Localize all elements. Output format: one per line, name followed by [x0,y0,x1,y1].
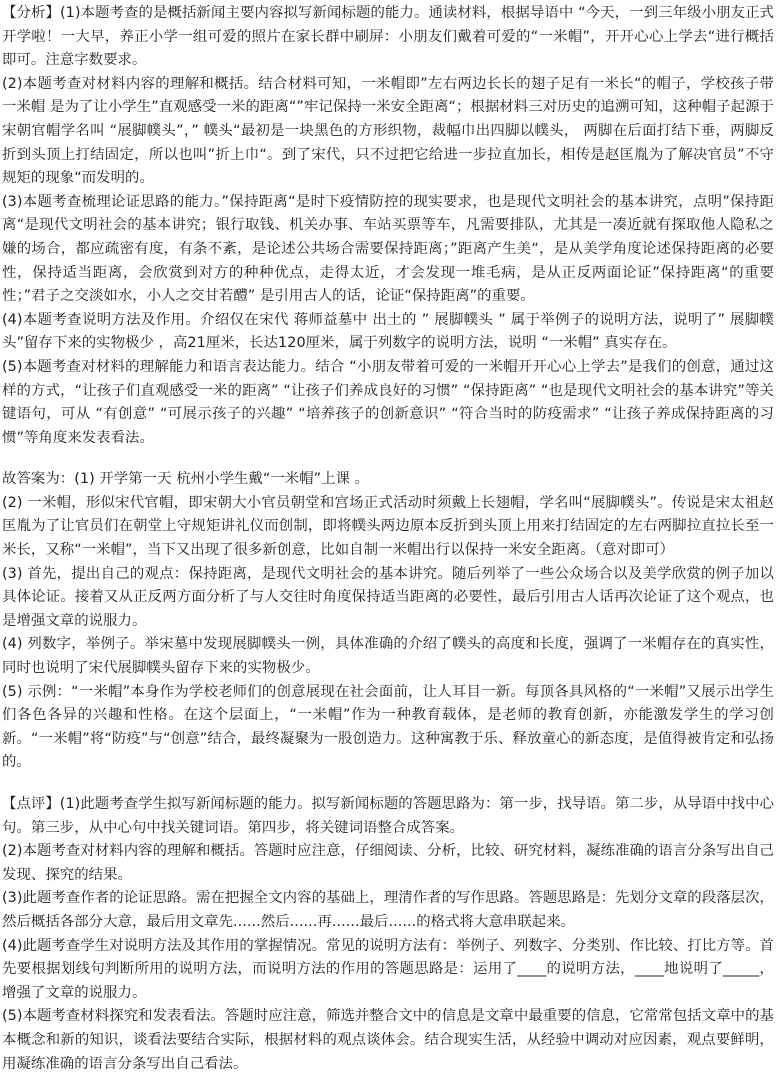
comment-paragraph-3: (3)此题考查作者的论证思路。需在把握全文内容的基础上，理清作者的写作思路。答题思路是：先划分文章的段落层次，然后概括各部分大意，最后用文章先......然后......再......最后......的格式将大意串联起来。 [2,890,774,930]
comment-paragraph-1: 【点评】(1)此题考查学生拟写新闻标题的能力。拟写新闻标题的答题思路为：第一步，找导语。第二步，从导语中找中心句。第三步，从中心句中找关键词语。第四步，将关键词语整合成答案。 [2,796,774,836]
answer-paragraph-5: (5) 示例：“一米帽”本身作为学校老师们的创意展现在社会面前，让人耳目一新。每顶各具风格的“一米帽”又展示出学生们各色各异的兴趣和性格。在这个层面上，“一米帽”作为一种教育载体，是老师的教育创新，亦能激发学生的学习创新。“一米帽”将“防疫”与“创意”结合，最终凝聚为一股创造力。这种寓教于乐、释放童心的新态度，是值得被肯定和弘扬的。 [2,683,774,771]
analysis-paragraph-4: (4)本题考查说明方法及作用。介绍仅在宋代 蒋师益墓中 出土的 ” 展脚幞头 ” 属于举例子的说明方法，说明了” 展脚幞头”留存下来的实物极少 ，高21厘米，长达120厘米，属于列数字的说明方法，说明 “一米帽” 真实存在。 [2,311,774,352]
answer-paragraph-4: (4) 列数字，举例子。举宋墓中发现展脚幞头一例，具体准确的介绍了幞头的高度和长度，强调了一米帽存在的真实性，同时也说明了宋代展脚幞头留存下来的实物极少。 [2,636,774,677]
answer-paragraph-3: (3) 首先，提出自己的观点：保持距离，是现代文明社会的基本讲究。随后列举了一些公众场合以及美学欣赏的例子加以具体论证。接着又从正反两方面分析了与人交往时角度保持适当距离的必要性，最后引用古人话再次论证了这个观点，也是增强文章的说服力。 [2,565,774,629]
analysis-paragraph-5: (5)本题考查对材料的理解能力和语言表达能力。结合 “小朋友带着可爱的一米帽开开心心上学去”是我们的创意，通过这样的方式，“让孩子们直观感受一米的距离” “让孩子们养成良好的习惯” “保持距离” “也是现代文明社会的基本讲究”等关键语句，可从 “有创意” “可展示孩子的兴趣” “培养孩子的创新意识” “符合当时的防疫需求” “让孩子养成保持距离的习惯”等角度来发表看法。 [2,358,774,446]
answer-section [2,468,774,775]
comment-paragraph-2: (2)本题考查对材料内容的理解和概括。答题时应注意，仔细阅读、分析，比较、研究材料，凝练准确的语言分条写出自己发现、探究的结果。 [2,843,774,883]
analysis-paragraph-1: 【分析】(1)本题考查的是概括新闻主要内容拟写新闻标题的能力。通读材料，根据导语中 “今天，一到三年级小朋友正式开学啦！一大早，养正小学一组可爱的照片在家长群中刷屏：小朋友们戴着可爱的“一米帽”，开开心心上学去“进行概括即可。注意字数要求。 [2,5,774,69]
comment-paragraph-4: (4)此题考查学生对说明方法及其作用的掌握情况。常见的说明方法有：举例子、列数字、分类别、作比较、打比方等。首先要根据划线句判断所用的说明方法，而说明方法的作用的答题思路是：运用了____的说明方法，____地说明了_____， 增强了文章的说服力。 [2,937,774,1001]
answer-paragraph-2: (2) 一米帽，形似宋代官帽，即宋朝大小官员朝堂和宫场正式活动时须戴上长翅帽，学名叫“展脚幞头”。传说是宋太祖赵匡胤为了让官员们在朝堂上守规矩讲礼仪而创制，即将幞头两边原本反折到头顶上用来打结固定的左右两脚拉直拉长至一米长，又称“一米帽”，当下又出现了很多新创意，比如自制一米帽出行以保持一米安全距离。（意对即可） [2,494,774,559]
analysis-paragraph-2: (2)本题考查对材料内容的理解和概括。结合材料可知，一米帽即”左右两边长长的翅子足有一米长“的帽子，学校孩子带 一米帽 是为了让小学生”直观感受一米的距离“”牢记保持一米安全距离“；根据材料三对历史的追溯可知，这种帽子起源于宋朝官帽学名叫 “展脚幞头”，” 幞头“最初是一块黑色的方形织物，裁幅巾出四脚以幞头， 两脚在后面打结下垂，两脚反折到头顶上打结固定，所以也叫”折上巾“。到了宋代，只不过把它给进一步拉直加长，相传是赵匡胤为了解决官员”不守规矩的现象“而发明的。 [2,75,774,187]
answer-paragraph-1: 故答案为：(1) 开学第一天 杭州小学生戴“一米帽”上课 。 [2,471,370,488]
comment-paragraph-5: (5)本题考查材料探究和发表看法。答题时应注意，筛选并整合文中的信息是文章中最重要的信息，它常常包括文章中的基本概念和新的知识，谈看法要结合实际，根据材料的观点谈体会。结合现实生活，从经验中调动对应因素，观点要鲜明，用凝练准确的语言分条写出自己看法。 [2,1008,774,1072]
analysis-section [2,2,774,450]
analysis-paragraph-3: (3)本题考查梳理论证思路的能力。”保持距离“是时下疫情防控的现实要求，也是现代文明社会的基本讲究，点明”保持距离“是现代文明社会的基本讲究；银行取钱、机关办事、车站买票等车，凡需要排队，尤其是一凑近就有探取他人隐私之嫌的场合，都应疏密有度，有条不紊，是论述公共场合需要保持距离；”距离产生美“，是从美学角度论述保持距离的必要性，保持适当距离，会欣赏到对方的种种优点，走得太近，才会发现一堆毛病，是从正反两面论证”保持距离“的重要性；”君子之交淡如水，小人之交甘若醴” 是引用古人的话，论证“保持距离”的重要。 [2,193,774,305]
comment-section [2,793,774,1076]
